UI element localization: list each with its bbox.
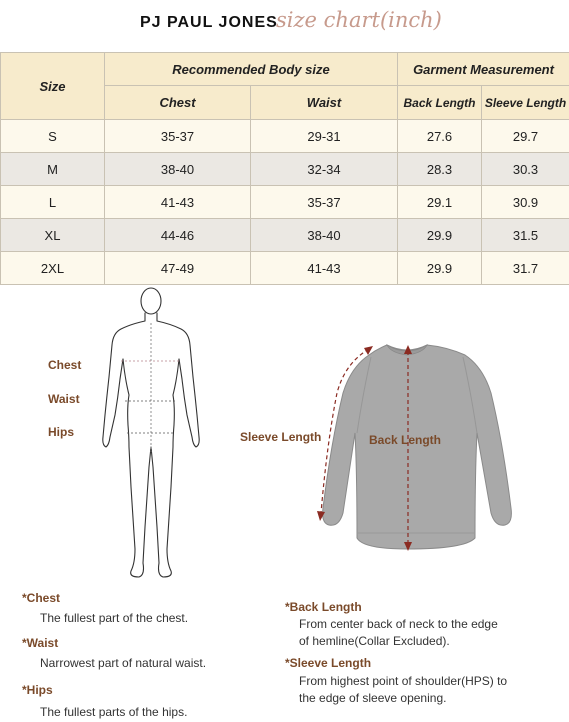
size-table: [0, 52, 569, 285]
table-row: [1, 252, 569, 285]
sleeve-length-cell: 30.3: [482, 153, 569, 186]
body-measurement-figure: [95, 287, 215, 587]
sleeve-length-cell: 31.7: [482, 252, 569, 285]
chest-cell: 47-49: [105, 252, 251, 285]
size-cell: L: [1, 186, 105, 219]
back-length-definition-title: *Back Length: [285, 600, 362, 614]
hips-definition-text: The fullest parts of the hips.: [40, 705, 188, 719]
chest-definition-title: *Chest: [22, 591, 61, 605]
waist-cell: 32-34: [251, 153, 398, 186]
waist-cell: 41-43: [251, 252, 398, 285]
back-length-definition-text-2: of hemline(Collar Excluded).: [299, 634, 450, 648]
back-length-column-header: Back Length: [398, 86, 482, 120]
size-column-header: Size: [1, 53, 105, 120]
back-length-cell: 29.9: [398, 219, 482, 252]
back-length-cell: 27.6: [398, 120, 482, 153]
sleeve-length-cell: 31.5: [482, 219, 569, 252]
chest-cell: 41-43: [105, 186, 251, 219]
waist-cell: 29-31: [251, 120, 398, 153]
sleeve-length-cell: 29.7: [482, 120, 569, 153]
body-label-waist: Waist: [48, 392, 80, 406]
sleeve-length-definition-title: *Sleeve Length: [285, 656, 372, 670]
size-chart-subtitle: size chart(inch): [276, 8, 442, 32]
table-row: [1, 120, 569, 153]
size-cell: XL: [1, 219, 105, 252]
back-length-cell: 29.1: [398, 186, 482, 219]
sleeve-length-definition-text-2: the edge of sleeve opening.: [299, 691, 447, 705]
body-size-group-header: Recommended Body size: [105, 53, 398, 86]
back-length-cell: 28.3: [398, 153, 482, 186]
waist-definition-text: Narrowest part of natural waist.: [40, 656, 207, 670]
brand-name: PJ PAUL JONES: [140, 14, 278, 31]
chest-cell: 35-37: [105, 120, 251, 153]
size-cell: 2XL: [1, 252, 105, 285]
hips-definition-title: *Hips: [22, 683, 53, 697]
chest-cell: 38-40: [105, 153, 251, 186]
size-cell: S: [1, 120, 105, 153]
table-row: [1, 186, 569, 219]
chart-title: [0, 6, 569, 46]
body-label-chest: Chest: [48, 358, 82, 372]
chest-cell: 44-46: [105, 219, 251, 252]
sleeve-length-cell: 30.9: [482, 186, 569, 219]
back-length-definition-text-1: From center back of neck to the edge: [299, 617, 498, 631]
sleeve-length-label: Sleeve Length: [240, 430, 322, 444]
waist-column-header: Waist: [251, 86, 398, 120]
sleeve-length-column-header: Sleeve Length: [482, 86, 569, 120]
garment-group-header: Garment Measurement: [398, 53, 569, 86]
waist-cell: 35-37: [251, 186, 398, 219]
back-length-label: Back Length: [369, 433, 442, 447]
waist-definition-title: *Waist: [22, 636, 59, 650]
chest-definition-text: The fullest part of the chest.: [40, 611, 189, 625]
sweater-measurement-figure: [315, 333, 525, 563]
waist-cell: 38-40: [251, 219, 398, 252]
table-row: [1, 219, 569, 252]
body-label-hips: Hips: [48, 425, 75, 439]
back-length-cell: 29.9: [398, 252, 482, 285]
table-row: [1, 153, 569, 186]
sweater-shape: [323, 345, 512, 549]
sleeve-length-definition-text-1: From highest point of shoulder(HPS) to: [299, 674, 508, 688]
size-cell: M: [1, 153, 105, 186]
chest-column-header: Chest: [105, 86, 251, 120]
